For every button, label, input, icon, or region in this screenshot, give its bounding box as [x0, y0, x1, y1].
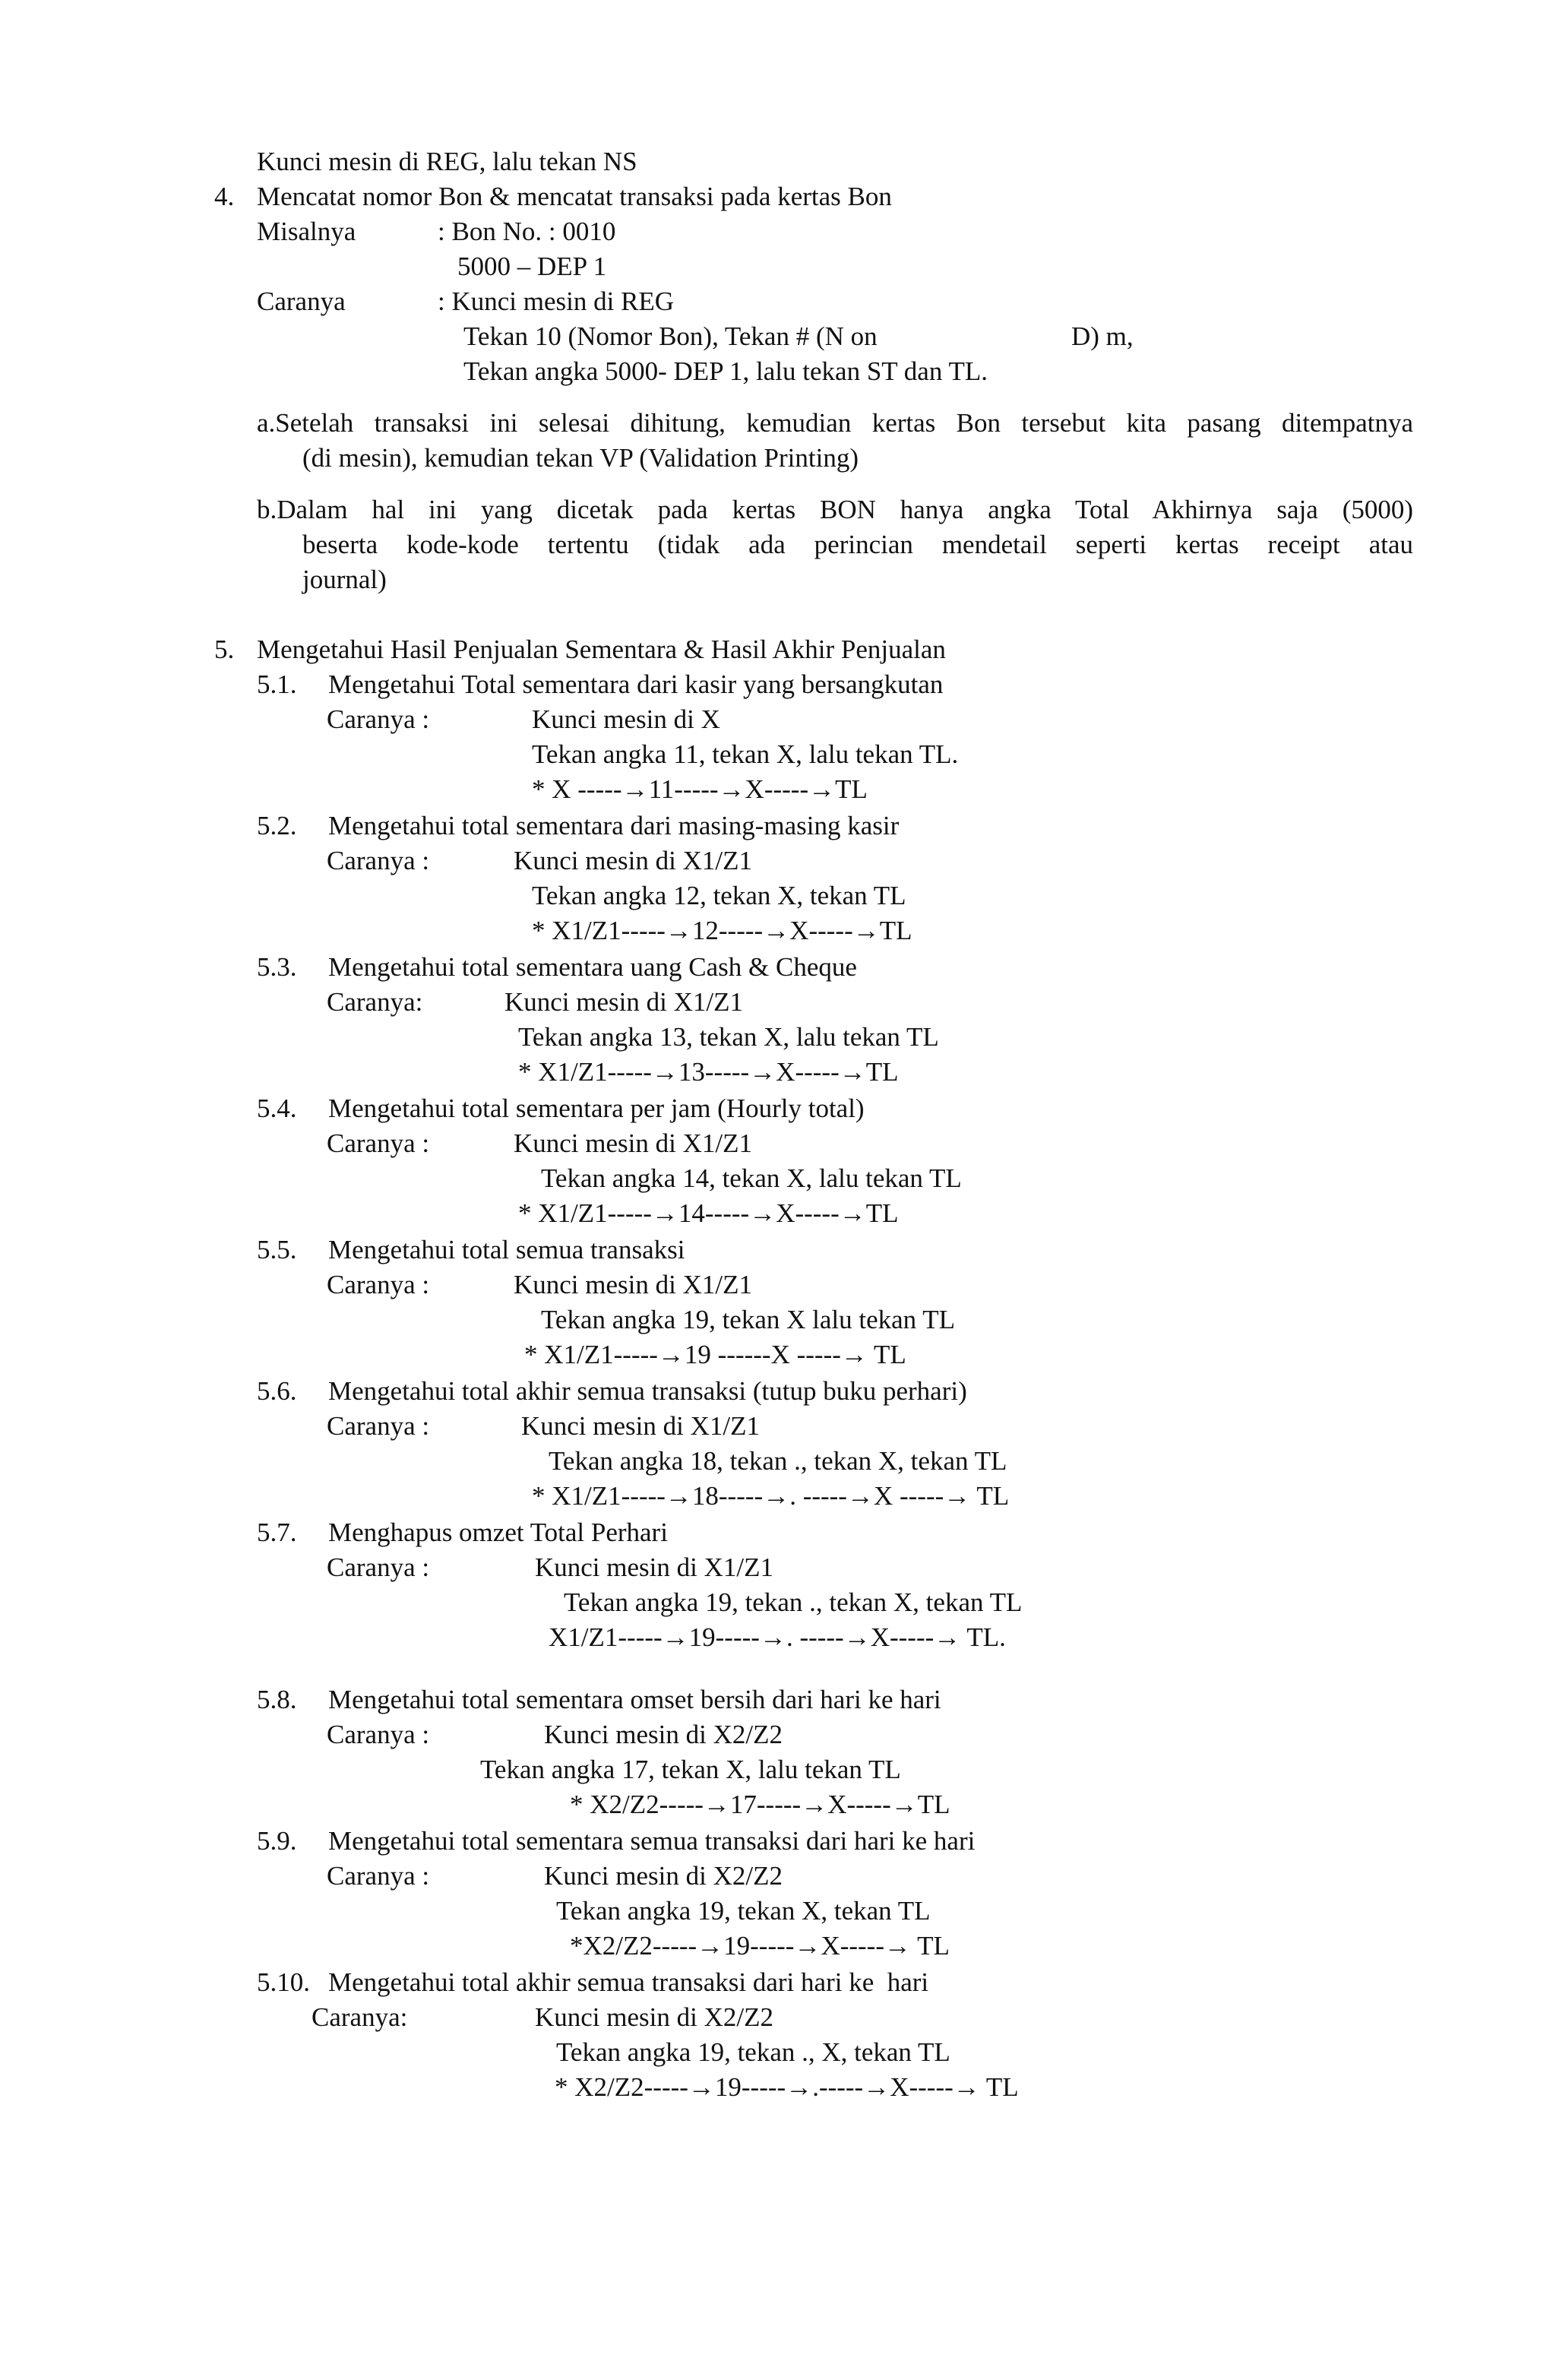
subsection-title: Mengetahui total sementara per jam (Hourly total) [328, 1093, 865, 1123]
flow-segment: TL [917, 1790, 950, 1819]
arrow-right-icon: → [749, 1057, 776, 1087]
note-a-line-1: a.Setelah transaksi ini selesai dihitung, kemudian kertas Bon tersebut kita pasang ditempatnya [257, 408, 1413, 438]
caranya-label: Caranya : [327, 846, 430, 875]
step-kunci-mesin: Kunci mesin di X1/Z1 [535, 1552, 773, 1582]
subsection-title: Mengetahui total sementara semua transaksi dari hari ke hari [328, 1826, 976, 1856]
key-sequence-flow [570, 1929, 950, 1964]
caranya-label: Caranya : [327, 1861, 430, 1891]
flow-segment: .----- [812, 2072, 864, 2102]
caranya-label: Caranya: [312, 2002, 408, 2032]
arrow-right-icon: → [688, 2072, 715, 2102]
section-5-number: 5. [214, 635, 235, 664]
arrow-right-icon: → [665, 916, 692, 945]
flow-segment: * X1/Z1----- [524, 1340, 658, 1369]
flow-segment: X----- [776, 1198, 840, 1228]
flow-segment: 19 ------X ----- [684, 1340, 841, 1369]
arrow-right-icon: → [846, 1481, 874, 1511]
flow-segment: * X1/Z1----- [532, 1481, 666, 1511]
flow-segment: * X1/Z1----- [532, 916, 666, 945]
flow-segment: 19----- [723, 1931, 795, 1961]
flow-segment: X1/Z1----- [549, 1622, 663, 1652]
step-tekan-angka: Tekan angka 19, tekan ., X, tekan TL [556, 2037, 950, 2067]
key-sequence-flow [518, 1196, 899, 1231]
arrow-right-icon: → [718, 774, 745, 804]
arrow-right-icon: → [801, 1790, 828, 1819]
arrow-right-icon: → [890, 1790, 918, 1819]
misalnya-label: Misalnya [257, 217, 356, 246]
subsection-number: 5.5. [257, 1235, 297, 1264]
arrow-right-icon: → [839, 1057, 866, 1087]
misalnya-value-2: 5000 – DEP 1 [457, 252, 607, 281]
subsection-number: 5.4. [257, 1093, 297, 1123]
step-tekan-angka: Tekan angka 11, tekan X, lalu tekan TL. [532, 739, 959, 769]
flow-segment: 19----- [688, 1622, 760, 1652]
section-4-number: 4. [214, 182, 235, 211]
flow-segment: 17----- [729, 1790, 802, 1819]
flow-segment: * X1/Z1----- [518, 1057, 652, 1087]
flow-segment: . ----- [786, 1622, 844, 1652]
flow-segment: X----- [827, 1790, 891, 1819]
flow-segment: X----- [890, 2072, 954, 2102]
intro-line: Kunci mesin di REG, lalu tekan NS [257, 147, 637, 176]
step-tekan-angka: Tekan angka 18, tekan ., tekan X, tekan TL [549, 1446, 1007, 1476]
key-sequence-flow [570, 1787, 950, 1822]
step-tekan-angka: Tekan angka 19, tekan ., tekan X, tekan TL [564, 1587, 1023, 1617]
key-sequence-flow [524, 1337, 906, 1372]
arrow-right-icon: → [953, 2072, 980, 2102]
flow-segment: 12----- [691, 916, 764, 945]
step-kunci-mesin: Kunci mesin di X2/Z2 [544, 1861, 783, 1891]
arrow-right-icon: → [703, 1790, 730, 1819]
note-b-line-2: beserta kode-kode tertentu (tidak ada perincian mendetail seperti kertas receipt atau [302, 530, 1413, 559]
step-tekan-angka: Tekan angka 12, tekan X, tekan TL [532, 881, 906, 910]
step-tekan-angka: Tekan angka 19, tekan X lalu tekan TL [541, 1305, 956, 1334]
flow-segment: TL [865, 1057, 899, 1087]
flow-segment: X----- [745, 774, 809, 804]
note-b-line-1: b.Dalam hal ini yang dicetak pada kertas BON hanya angka Total Akhirnya saja (5000) [257, 495, 1413, 524]
step-tekan-angka: Tekan angka 19, tekan X, tekan TL [556, 1896, 931, 1926]
key-sequence-flow [532, 913, 912, 948]
arrow-right-icon: → [651, 1198, 678, 1228]
key-sequence-flow [532, 1479, 1009, 1514]
subsection-title: Mengetahui total sementara omset bersih dari hari ke hari [328, 1685, 941, 1714]
flow-segment: TL [867, 1340, 906, 1369]
flow-segment: TL [970, 1481, 1010, 1511]
arrow-right-icon: → [884, 1931, 911, 1961]
flow-segment: 13----- [678, 1057, 750, 1087]
flow-segment: X----- [776, 1057, 840, 1087]
flow-segment: TL [835, 774, 868, 804]
flow-segment: X----- [870, 1622, 935, 1652]
arrow-right-icon: → [944, 1481, 971, 1511]
key-sequence-flow [555, 2070, 1019, 2105]
arrow-right-icon: → [697, 1931, 724, 1961]
flow-segment: X----- [789, 916, 853, 945]
arrow-right-icon: → [863, 2072, 890, 2102]
caranya-label: Caranya : [327, 1552, 430, 1582]
caranya-label: Caranya: [327, 987, 423, 1017]
flow-segment: 11----- [648, 774, 719, 804]
flow-segment: TL [879, 916, 912, 945]
caranya-step-2a: Tekan 10 (Nomor Bon), Tekan # (N on [463, 321, 878, 351]
step-kunci-mesin: Kunci mesin di X1/Z1 [514, 846, 752, 875]
misalnya-value: : Bon No. : 0010 [438, 217, 616, 246]
step-tekan-angka: Tekan angka 13, tekan X, lalu tekan TL [518, 1022, 939, 1052]
arrow-right-icon: → [651, 1057, 678, 1087]
step-kunci-mesin: Kunci mesin di X1/Z1 [514, 1270, 752, 1299]
flow-segment: * X2/Z2----- [555, 2072, 688, 2102]
subsection-number: 5.10. [257, 1967, 310, 1997]
flow-segment: TL [911, 1931, 950, 1961]
step-kunci-mesin: Kunci mesin di X2/Z2 [535, 2002, 773, 2032]
flow-segment: TL. [960, 1622, 1006, 1652]
arrow-right-icon: → [808, 774, 836, 804]
arrow-right-icon: → [759, 1622, 786, 1652]
note-a-line-2: (di mesin), kemudian tekan VP (Validation Printing) [302, 443, 859, 473]
subsection-title: Mengetahui Total sementara dari kasir yang bersangkutan [328, 669, 944, 699]
step-kunci-mesin: Kunci mesin di X1/Z1 [504, 987, 743, 1017]
flow-segment: X----- [821, 1931, 884, 1961]
caranya-step-2b: D) m, [1071, 321, 1134, 351]
subsection-title: Mengetahui total akhir semua transaksi dari hari ke hari [328, 1967, 929, 1997]
arrow-right-icon: → [839, 1198, 866, 1228]
step-tekan-angka: Tekan angka 17, tekan X, lalu tekan TL [480, 1755, 901, 1784]
flow-segment: * X ----- [532, 774, 622, 804]
caranya-label: Caranya : [327, 1411, 430, 1441]
caranya-label: Caranya : [327, 1270, 430, 1299]
subsection-number: 5.9. [257, 1826, 297, 1856]
caranya-label: Caranya : [327, 1720, 430, 1749]
flow-segment: . ----- [789, 1481, 847, 1511]
arrow-right-icon: → [749, 1198, 776, 1228]
arrow-right-icon: → [657, 1340, 685, 1369]
step-kunci-mesin: Kunci mesin di X [532, 704, 720, 734]
caranya-label: Caranya : [327, 1128, 430, 1158]
step-kunci-mesin: Kunci mesin di X1/Z1 [521, 1411, 760, 1441]
subsection-number: 5.8. [257, 1685, 297, 1714]
subsection-number: 5.7. [257, 1518, 297, 1547]
arrow-right-icon: → [665, 1481, 692, 1511]
subsection-number: 5.2. [257, 811, 297, 840]
flow-segment: X ----- [873, 1481, 944, 1511]
step-tekan-angka: Tekan angka 14, tekan X, lalu tekan TL [541, 1163, 962, 1193]
arrow-right-icon: → [934, 1622, 961, 1652]
step-kunci-mesin: Kunci mesin di X2/Z2 [544, 1720, 783, 1749]
arrow-right-icon: → [852, 916, 880, 945]
subsection-title: Mengetahui total semua transaksi [328, 1235, 685, 1264]
caranya-step-1: : Kunci mesin di REG [438, 286, 675, 316]
flow-segment: 14----- [678, 1198, 750, 1228]
flow-segment: 18----- [691, 1481, 764, 1511]
note-b-line-3: journal) [302, 565, 387, 594]
arrow-right-icon: → [786, 2072, 813, 2102]
caranya-label: Caranya [257, 286, 346, 316]
flow-segment: TL [979, 2072, 1019, 2102]
flow-segment: *X2/Z2----- [570, 1931, 697, 1961]
arrow-right-icon: → [662, 1622, 689, 1652]
arrow-right-icon: → [621, 774, 649, 804]
arrow-right-icon: → [840, 1340, 868, 1369]
subsection-title: Mengetahui total sementara dari masing-masing kasir [328, 811, 900, 840]
step-kunci-mesin: Kunci mesin di X1/Z1 [514, 1128, 752, 1158]
section-5-title: Mengetahui Hasil Penjualan Sementara & Hasil Akhir Penjualan [257, 635, 946, 664]
subsection-number: 5.3. [257, 952, 297, 982]
subsection-title: Menghapus omzet Total Perhari [328, 1518, 668, 1547]
arrow-right-icon: → [794, 1931, 821, 1961]
subsection-title: Mengetahui total akhir semua transaksi (tutup buku perhari) [328, 1376, 967, 1406]
subsection-title: Mengetahui total sementara uang Cash & Cheque [328, 952, 857, 982]
key-sequence-flow [549, 1620, 1006, 1655]
flow-segment: 19----- [714, 2072, 786, 2102]
arrow-right-icon: → [843, 1622, 871, 1652]
arrow-right-icon: → [763, 916, 790, 945]
flow-segment: * X1/Z1----- [518, 1198, 652, 1228]
subsection-number: 5.6. [257, 1376, 297, 1406]
subsection-number: 5.1. [257, 669, 297, 699]
section-4-title: Mencatat nomor Bon & mencatat transaksi pada kertas Bon [257, 182, 892, 211]
arrow-right-icon: → [763, 1481, 790, 1511]
key-sequence-flow [532, 772, 868, 807]
caranya-label: Caranya : [327, 704, 430, 734]
key-sequence-flow [518, 1055, 899, 1090]
caranya-step-3: Tekan angka 5000- DEP 1, lalu tekan ST dan TL. [463, 356, 988, 386]
flow-segment: * X2/Z2----- [570, 1790, 704, 1819]
flow-segment: TL [865, 1198, 899, 1228]
